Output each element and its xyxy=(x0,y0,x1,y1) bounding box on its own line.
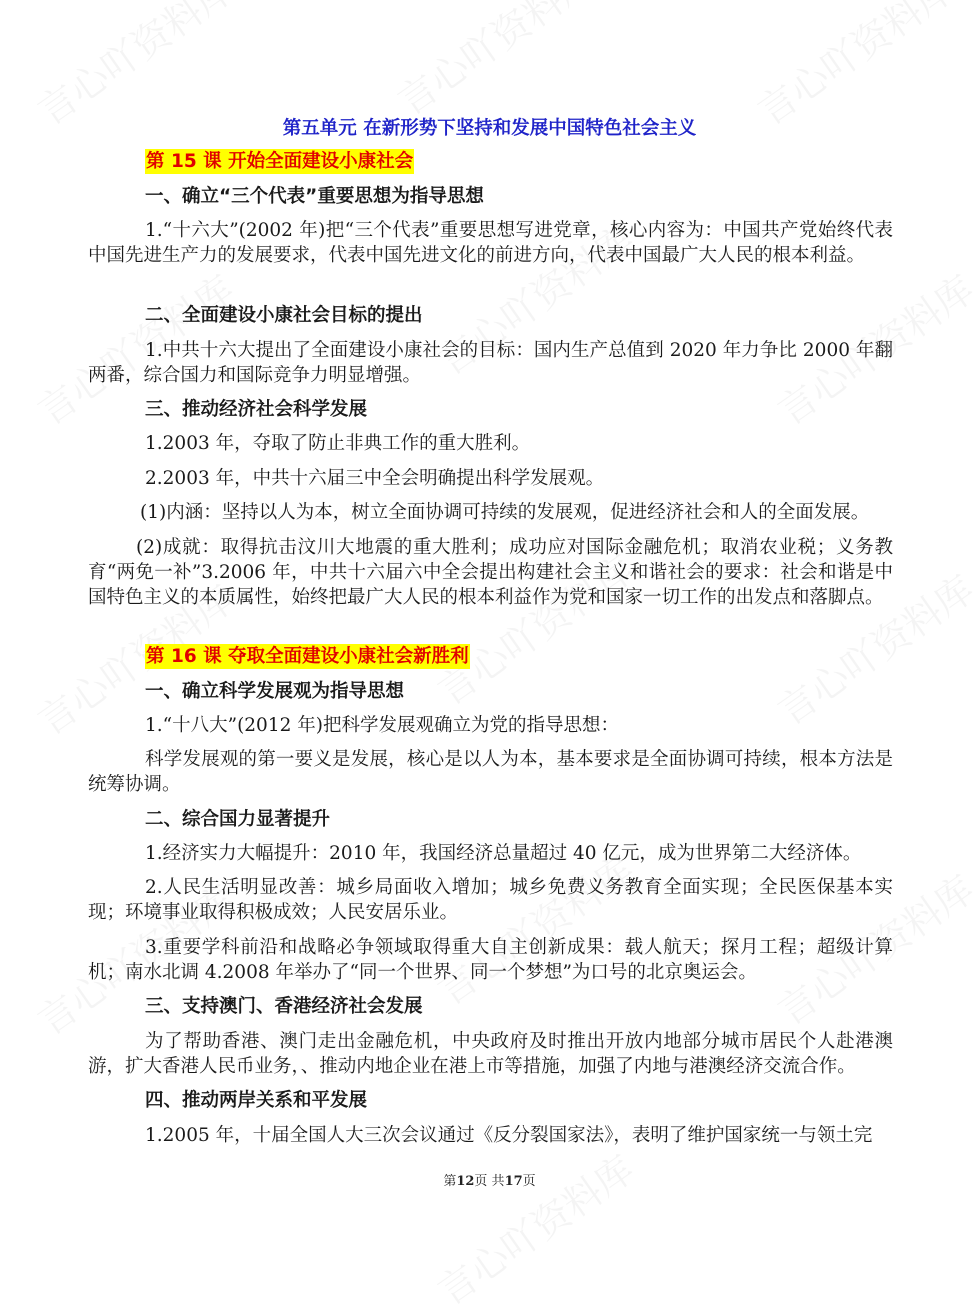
section-heading: 三、推动经济社会科学发展 xyxy=(145,399,368,420)
total-pages: 17 xyxy=(504,1174,523,1189)
paragraph: 科学发展观的第一要义是发展，核心是以人为本，基本要求是全面协调可持续，根本方法是统筹协调。 xyxy=(88,749,893,795)
paragraph: 1.“十六大”(2002 年)把“三个代表”重要思想写进党章，核心内容为：中国共产党始终代表中国先进生产力的发展要求，代表中国先进文化的前进方向，代表中国最广大人民的根本利益。 xyxy=(88,220,893,266)
watermark xyxy=(385,0,603,125)
watermark xyxy=(425,1140,643,1315)
section-heading: 二、全面建设小康社会目标的提出 xyxy=(145,305,423,326)
paragraph: (2)成就：取得抗击汶川大地震的重大胜利；成功应对国际金融危机；取消农业税；义务教育“两免一补”3.2006 年，中共十六届六中全会提出构建社会主义和谐社会的要求：社会和谐是中国特色主义的本质属性，始终把最广大人民的根本利益作为党和国家一切工作的出发点和落脚点。 xyxy=(88,537,893,608)
paragraph: 1.经济实力大幅提升：2010 年，我国经济总量超过 40 亿元，成为世界第二大经济体。 xyxy=(145,843,862,864)
section-heading: 四、推动两岸关系和平发展 xyxy=(145,1090,368,1111)
current-page: 12 xyxy=(456,1174,475,1189)
lesson-15-title: 第 15 课 开始全面建设小康社会 xyxy=(146,151,414,172)
page-footer xyxy=(0,1170,979,1189)
footer-middle: 页 共 xyxy=(474,1174,505,1189)
section-heading: 二、综合国力显著提升 xyxy=(145,809,331,830)
paragraph: 1.2003 年，夺取了防止非典工作的重大胜利。 xyxy=(145,433,531,454)
section-heading: 一、确立“三个代表”重要思想为指导思想 xyxy=(145,186,484,207)
paragraph: 3.重要学科前沿和战略必争领域取得重大自主创新成果：载人航天；探月工程；超级计算机；南水北调 4.2008 年举办了“同一个世界、同一个梦想”为口号的北京奥运会。 xyxy=(88,937,893,983)
unit-title: 第五单元 在新形势下坚持和发展中国特色社会主义 xyxy=(282,118,697,139)
footer-prefix: 第 xyxy=(443,1174,457,1189)
paragraph: 2.2003 年，中共十六届三中全会明确提出科学发展观。 xyxy=(145,468,605,489)
lesson-16-title: 第 16 课 夺取全面建设小康社会新胜利 xyxy=(146,646,469,667)
paragraph: 1.2005 年，十届全国人大三次会议通过《反分裂国家法》，表明了维护国家统一与领土完 xyxy=(145,1125,873,1146)
paragraph: 1.“十八大”(2012 年)把科学发展观确立为党的指导思想： xyxy=(145,715,619,736)
paragraph: 为了帮助香港、澳门走出金融危机，中央政府及时推出开放内地部分城市居民个人赴港澳游，扩大香港人民币业务，、推动内地企业在港上市等措施，加强了内地与港澳经济交流合作。 xyxy=(88,1031,893,1077)
section-heading: 三、支持澳门、香港经济社会发展 xyxy=(145,996,423,1017)
footer-suffix: 页 xyxy=(522,1174,536,1189)
section-heading: 一、确立科学发展观为指导思想 xyxy=(145,681,405,702)
paragraph: 1.中共十六大提出了全面建设小康社会的目标：国内生产总值到 2020 年力争比 2000 年翻两番，综合国力和国际竞争力明显增强。 xyxy=(88,340,893,386)
paragraph: 2.人民生活明显改善：城乡局面收入增加；城乡免费义务教育全面实现；全民医保基本实现；环境事业取得积极成效；人民安居乐业。 xyxy=(88,877,893,923)
paragraph: (1)内涵：坚持以人为本，树立全面协调可持续的发展观，促进经济社会和人的全面发展。 xyxy=(140,502,870,523)
